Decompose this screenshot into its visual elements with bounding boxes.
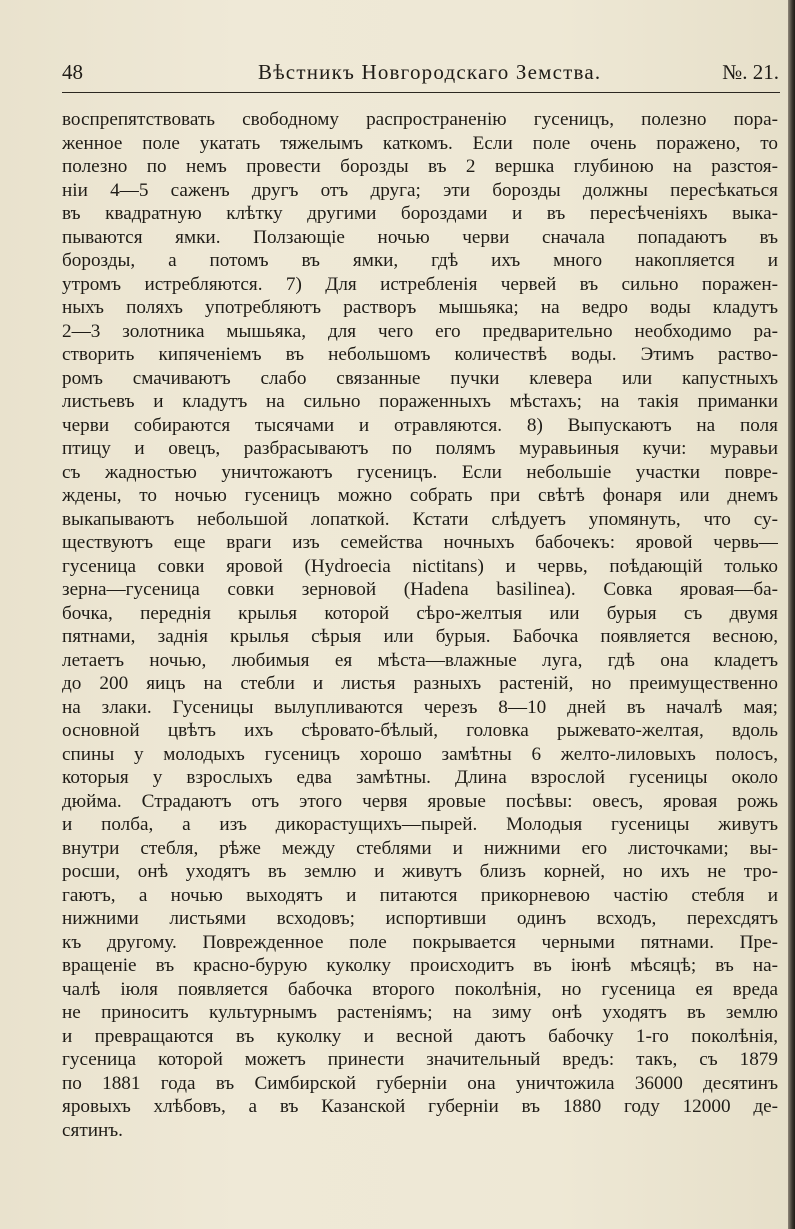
- text-line: къ другому. Поврежденное поле покрывается черными пятнами. Пре-: [62, 931, 778, 953]
- book-spine-edge: [788, 0, 795, 1229]
- body-text: [62, 108, 778, 1142]
- text-line: борозды, а потомъ въ ямки, гдѣ ихъ много накопляется и: [62, 250, 778, 271]
- text-line: дюйма. Страдаютъ отъ этого червя яровые посѣвы: овесъ, яровая рожь: [62, 790, 778, 812]
- running-header: [62, 60, 788, 90]
- text-line: ждены, то ночью гусеницъ можно собрать при свѣтѣ фонаря или днемъ: [62, 485, 778, 506]
- text-line: черви собираются тысячами и отравляются. 8) Выпускаютъ на поля: [62, 414, 778, 436]
- text-line: спины у молодыхъ гусеницъ хорошо замѣтны 6 желто-лиловыхъ полосъ,: [62, 743, 778, 765]
- text-line: яровыхъ хлѣбовъ, а въ Казанской губерніи въ 1880 году 12000 де-: [62, 1096, 778, 1117]
- text-line: и полба, а изъ дикорастущихъ—пырей. Молодыя гусеницы живутъ: [62, 814, 778, 835]
- text-line: сятинъ.: [62, 1119, 123, 1141]
- text-line: утромъ истребляются. 7) Для истребленія червей въ сильно поражен-: [62, 273, 778, 295]
- text-line: створить кипяченіемъ въ небольшомъ количествѣ воды. Этимъ раство-: [62, 344, 778, 365]
- text-line: основной цвѣтъ ихъ сѣровато-бѣлый, головка рыжевато-желтая, вдоль: [62, 720, 778, 741]
- text-line: съ жадностью уничтожаютъ гусеницъ. Если небольшіе участки повре-: [62, 461, 778, 483]
- text-line: пятнами, заднія крылья сѣрыя или бурыя. Бабочка появляется весною,: [62, 626, 778, 647]
- text-line: гусеница которой можетъ принести значительный вредъ: такъ, съ 1879: [62, 1049, 778, 1070]
- text-line: бочка, переднія крылья которой сѣро-желтыя или бурыя съ двумя: [62, 602, 778, 624]
- text-line: на злаки. Гусеницы вылупливаются черезъ 8—10 дней въ началѣ мая;: [62, 696, 778, 718]
- text-line: до 200 яицъ на стебли и листья разныхъ растеній, но преимущественно: [62, 673, 778, 694]
- text-line: женное поле укатать тяжелымъ каткомъ. Если поле очень поражено, то: [62, 132, 778, 154]
- text-line: нижними листьями всходовъ; испортивши одинъ всходъ, перехсдятъ: [62, 908, 778, 929]
- text-line: чалѣ іюля появляется бабочка второго поколѣнія, но гусеница ея вреда: [62, 978, 778, 1000]
- page-number: 48: [62, 60, 83, 84]
- text-line: не приноситъ культурнымъ растеніямъ; на зиму онѣ уходятъ въ землю: [62, 1002, 778, 1023]
- text-line: листьевъ и кладутъ на сильно пораженныхъ мѣстахъ; на такія приманки: [62, 391, 778, 412]
- text-line: ніи 4—5 саженъ другъ отъ друга; эти борозды должны пересѣкаться: [62, 179, 778, 201]
- issue-number: №. 21.: [722, 60, 779, 84]
- text-line: ществуютъ еще враги изъ семейства ночныхъ бабочекъ: яровой червь—: [62, 532, 778, 553]
- text-line: гаютъ, а ночью выходятъ и питаются прикорневою частію стебля и: [62, 884, 778, 906]
- text-line: выкапываютъ небольшой лопаткой. Кстати слѣдуетъ упомянуть, что су-: [62, 508, 778, 530]
- text-line: въ квадратную клѣтку другими бороздами и въ пересѣченіяхъ выка-: [62, 203, 778, 224]
- text-line: зерна—гусеница совки зерновой (Hadena basilinea). Совка яровая—ба-: [62, 579, 778, 600]
- text-line: росши, онѣ уходятъ въ землю и живутъ близъ корней, но ихъ не тро-: [62, 861, 778, 882]
- text-line: которыя у взрослыхъ едва замѣтны. Длина взрослой гусеницы около: [62, 767, 778, 788]
- text-line: гусеница совки яровой (Hydroecia nictitans) и червь, поѣдающій только: [62, 555, 778, 577]
- text-line: по 1881 года въ Симбирской губерніи она уничтожила 36000 десятинъ: [62, 1072, 778, 1094]
- text-line: внутри стебля, рѣже между стеблями и нижними его листочками; вы-: [62, 837, 778, 859]
- text-line: и превращаются въ куколку и весной даютъ бабочку 1-го поколѣнія,: [62, 1025, 778, 1047]
- journal-title: Вѣстникъ Новгородскаго Земства.: [258, 60, 602, 84]
- text-line: пываются ямки. Ползающіе ночью черви сначала попадаютъ въ: [62, 226, 778, 248]
- header-rule: [62, 92, 780, 93]
- text-line: полезно по немъ провести борозды въ 2 вершка глубиною на разстоя-: [62, 156, 778, 177]
- text-line: ромъ смачиваютъ слабо связанные пучки клевера или капустныхъ: [62, 367, 778, 389]
- text-line: птицу и овецъ, разбрасываютъ по полямъ муравьиныя кучи: муравьи: [62, 438, 778, 459]
- text-line: воспрепятствовать свободному распространенію гусеницъ, полезно пора-: [62, 109, 778, 130]
- text-line: летаетъ ночью, любимыя ея мѣста—влажные луга, гдѣ она кладетъ: [62, 649, 778, 671]
- text-line: вращеніе въ красно-бурую куколку происходитъ въ іюнѣ мѣсяцѣ; въ на-: [62, 955, 778, 976]
- text-line: ныхъ поляхъ употребляютъ растворъ мышьяка; на ведро воды кладутъ: [62, 297, 778, 318]
- text-line: 2—3 золотника мышьяка, для чего его предварительно необходимо ра-: [62, 320, 778, 342]
